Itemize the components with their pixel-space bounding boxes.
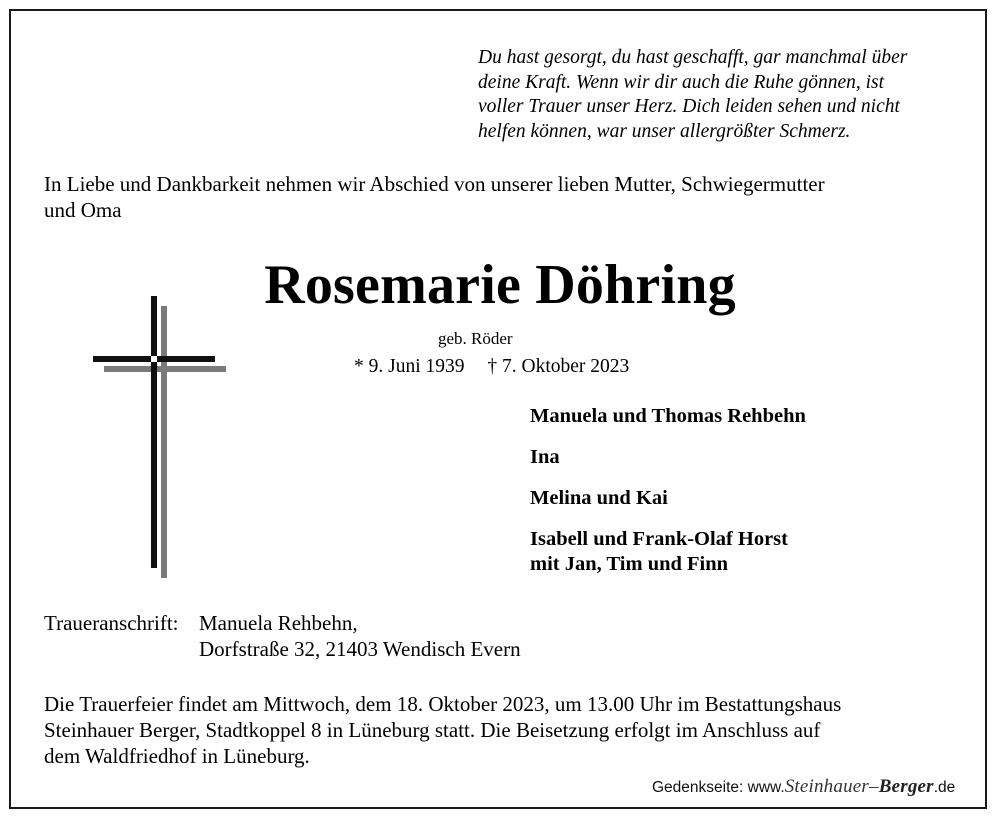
footer-brand-steinhauer: Steinhauer (784, 776, 870, 797)
address-line: Dorfstraße 32, 21403 Wendisch Evern (199, 637, 521, 661)
cross-front-vertical (151, 296, 157, 568)
footer-brand-berger: Berger (878, 776, 934, 797)
deceased-name: Rosemarie Döhring (264, 254, 736, 316)
footer-suffix: .de (933, 779, 956, 796)
family-entry (530, 527, 806, 577)
birth-name: geb. Röder (438, 329, 513, 348)
death-date: † 7. Oktober 2023 (487, 356, 630, 377)
birth-date: * 9. Juni 1939 (354, 356, 465, 377)
cross-icon (90, 294, 230, 584)
memorial-poem (478, 46, 948, 144)
notice-line: Steinhauer Berger, Stadtkoppel 8 in Lüneburg statt. Die Beisetzung erfolgt im Anschluss auf (44, 718, 821, 742)
cross-center-highlight (151, 356, 157, 362)
intro-line: In Liebe und Dankbarkeit nehmen wir Abschied von unserer lieben Mutter, Schwiegermutter (44, 172, 825, 196)
family-entry-line: Manuela und Thomas Rehbehn (530, 405, 806, 427)
intro-line: und Oma (44, 198, 122, 222)
poem-line: deine Kraft. Wenn wir dir auch die Ruhe gönnen, ist (478, 71, 885, 93)
family-entry-line: Ina (530, 446, 560, 468)
cross-shadow-vertical (161, 306, 167, 578)
cross-shadow-horizontal (104, 366, 226, 372)
poem-line: Du hast gesorgt, du hast geschafft, gar manchmal über (478, 47, 908, 68)
footer-prefix: Gedenkseite: www. (652, 779, 785, 796)
family-entry-line: Isabell und Frank-Olaf Horst (530, 528, 788, 550)
poem-line: voller Trauer unser Herz. Dich leiden sehen und nicht (478, 96, 900, 117)
life-dates (354, 354, 629, 380)
poem-line: helfen können, war unser allergrößter Schmerz. (478, 120, 851, 142)
footer-brand-dash: – (869, 776, 879, 797)
funeral-notice (44, 691, 964, 769)
family-entry (530, 486, 806, 511)
address-label: Traueranschrift: (44, 611, 179, 635)
family-entry-line: Melina und Kai (530, 487, 668, 509)
family-entry (530, 445, 806, 470)
memorial-page-link[interactable] (652, 776, 955, 799)
intro-text (44, 171, 964, 223)
notice-line: Die Trauerfeier findet am Mittwoch, dem 18. Oktober 2023, um 13.00 Uhr im Bestattungshaus (44, 692, 842, 716)
family-list (530, 404, 806, 593)
address-line: Manuela Rehbehn, (199, 611, 358, 635)
notice-line: dem Waldfriedhof in Lüneburg. (44, 744, 310, 768)
family-entry (530, 404, 806, 429)
mourning-address (199, 610, 521, 662)
family-entry-line: mit Jan, Tim und Finn (530, 553, 729, 575)
